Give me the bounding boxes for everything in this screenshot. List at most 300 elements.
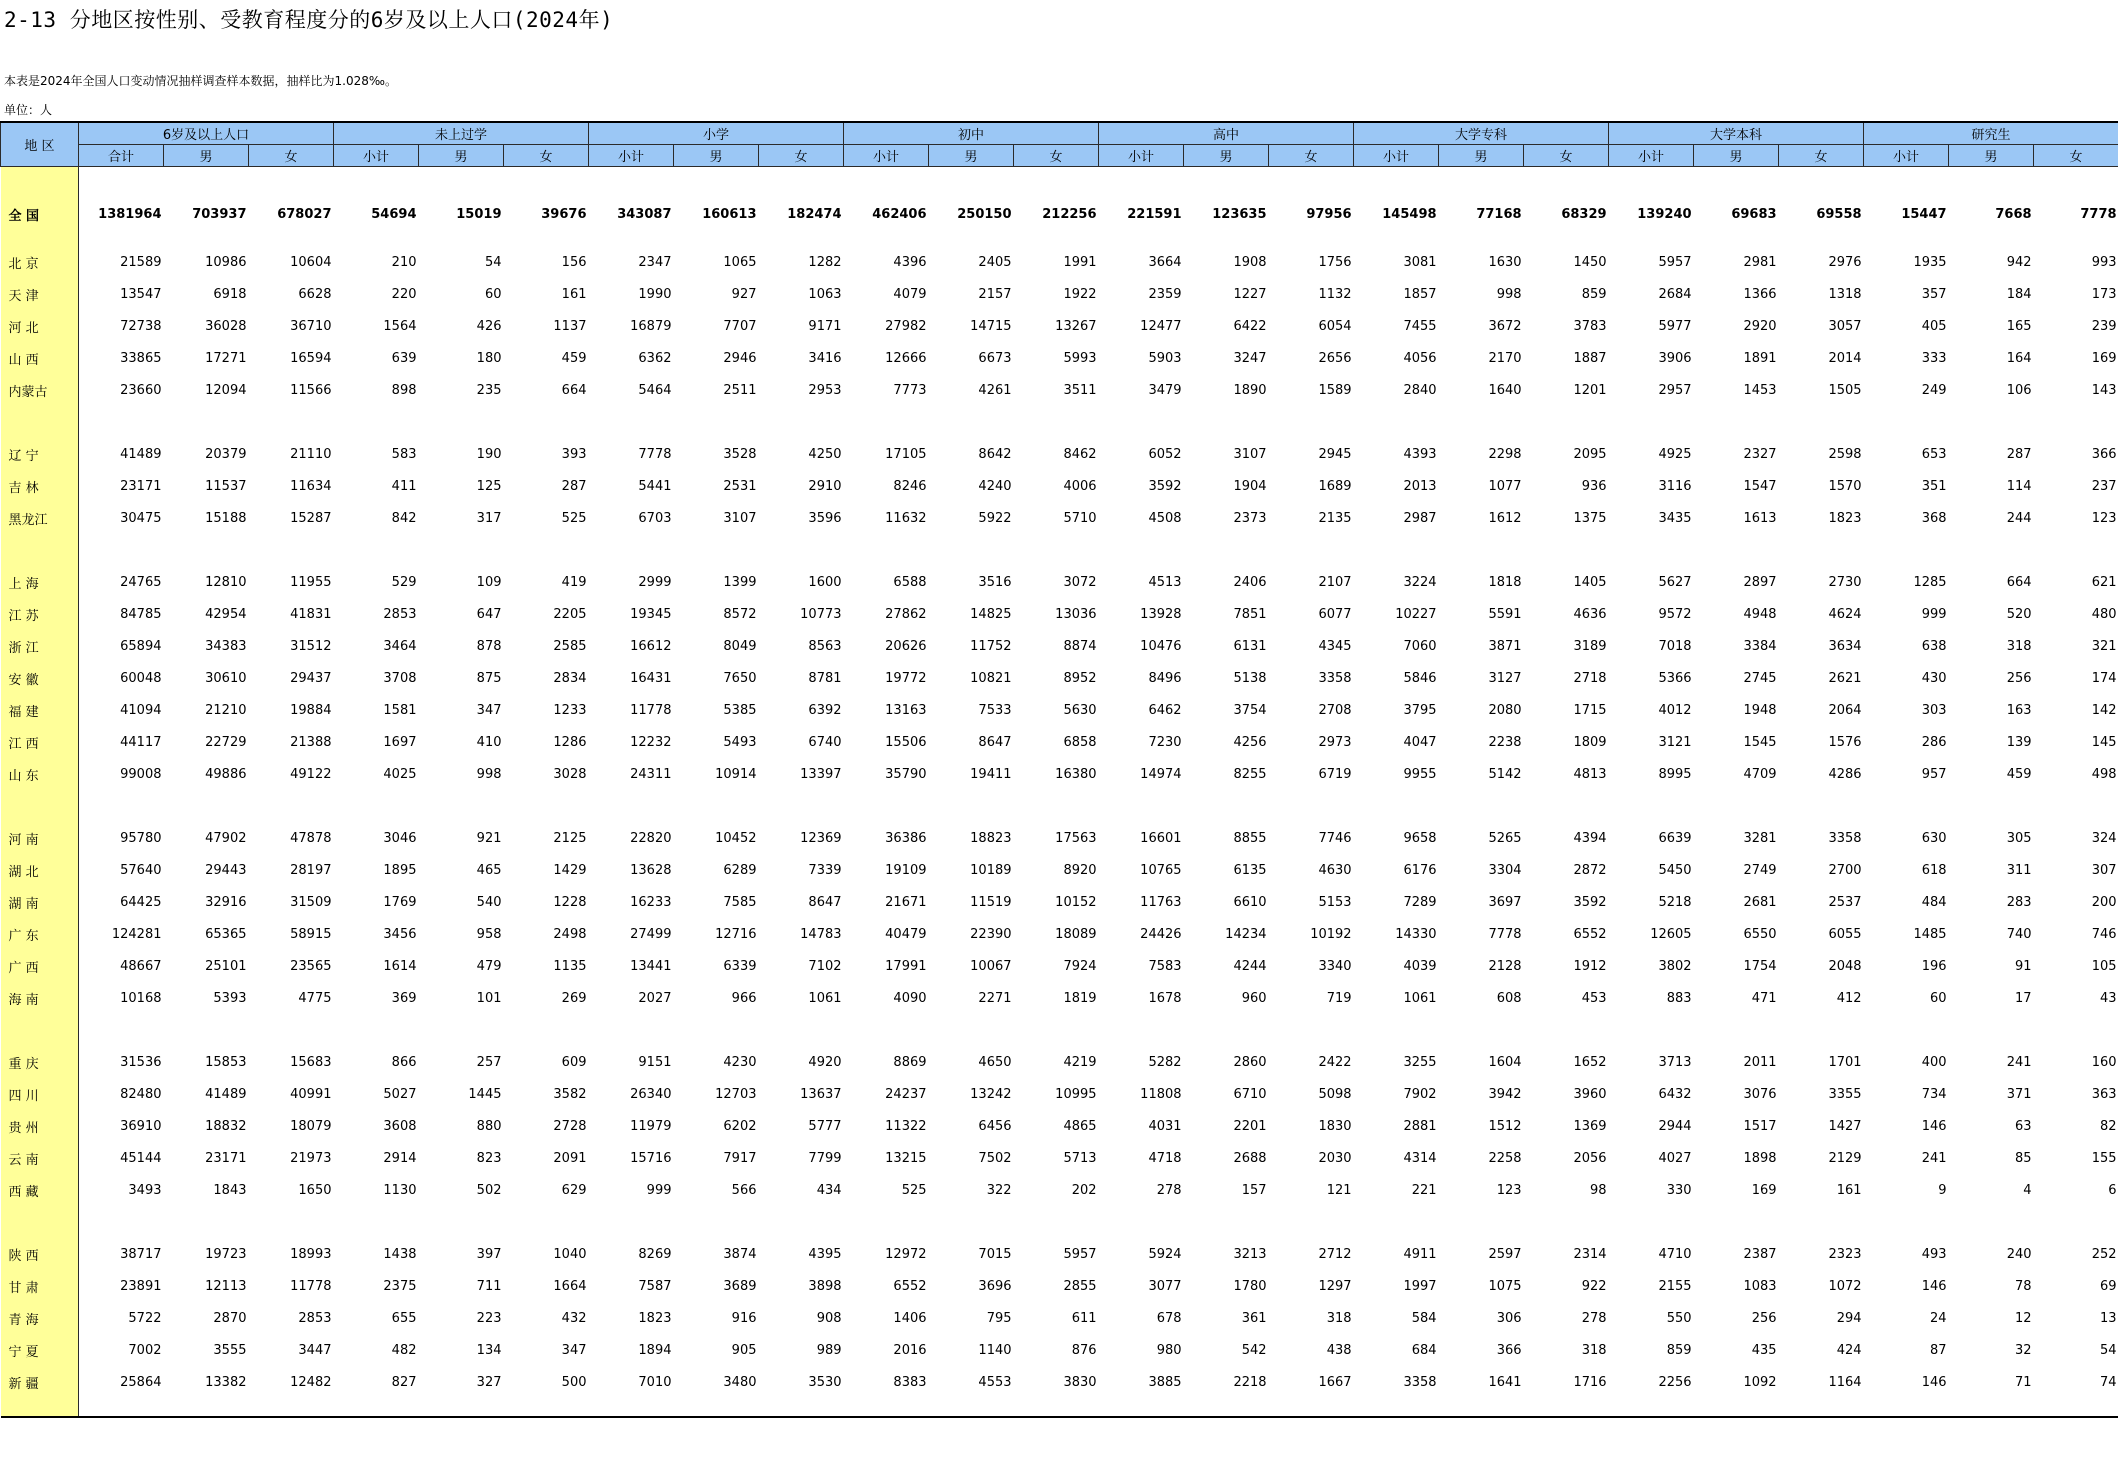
value-cell: 221591 [1127,206,1182,222]
value-cell: 1063 [808,286,842,302]
region-name: 云 南 [1,1142,79,1174]
value-cell: 22820 [630,830,672,846]
value-cell: 2987 [1403,510,1437,526]
value-cell: 11808 [1140,1086,1182,1102]
value-cell: 479 [476,958,502,974]
value-cell: 19723 [205,1246,247,1262]
value-cell: 58915 [290,926,332,942]
value-cell: 827 [391,1374,417,1390]
value-cell: 1715 [1573,702,1607,718]
value-cell: 2201 [1233,1118,1267,1134]
value-cell: 7778 [638,446,672,462]
value-cell: 3906 [1658,350,1692,366]
value-cell: 13382 [205,1374,247,1390]
value-cell: 160613 [702,206,757,222]
value-cell: 327 [476,1374,502,1390]
value-cell: 3416 [808,350,842,366]
value-cell: 333 [1921,350,1947,366]
value-cell: 584 [1411,1310,1437,1326]
value-cell: 15019 [456,206,502,222]
value-cell: 11778 [630,702,672,718]
value-cell: 1819 [1063,990,1097,1006]
empty-cell [1014,167,1099,183]
value-cell: 98 [1590,1182,1607,1198]
value-cell: 23171 [120,478,162,494]
value-cell: 8462 [1063,446,1097,462]
value-cell: 68329 [1561,206,1607,222]
value-cell: 4056 [1403,350,1437,366]
value-cell: 2347 [638,254,672,270]
sub-header: 男 [164,145,249,167]
empty-cell [249,1206,334,1238]
value-cell: 1898 [1743,1150,1777,1166]
value-cell: 19772 [885,670,927,686]
empty-cell [759,167,844,183]
value-cell: 3830 [1063,1374,1097,1390]
value-cell: 980 [1156,1342,1182,1358]
value-cell: 3456 [383,926,417,942]
value-cell: 7060 [1403,638,1437,654]
value-cell: 1997 [1403,1278,1437,1294]
value-cell: 2218 [1233,1374,1267,1390]
value-cell: 621 [2091,574,2117,590]
value-cell: 5098 [1318,1086,1352,1102]
empty-cell [1099,1206,1184,1238]
value-cell: 2375 [383,1278,417,1294]
value-cell: 16233 [630,894,672,910]
value-cell: 257 [476,1054,502,1070]
value-cell: 4865 [1063,1118,1097,1134]
value-cell: 998 [1496,286,1522,302]
value-cell: 876 [1071,1342,1097,1358]
value-cell: 2684 [1658,286,1692,302]
value-cell: 24765 [120,574,162,590]
value-cell: 1991 [1063,254,1097,270]
value-cell: 3057 [1828,318,1862,334]
value-cell: 146 [1921,1374,1947,1390]
value-cell: 1716 [1573,1374,1607,1390]
value-cell: 5993 [1063,350,1097,366]
empty-cell [1609,167,1694,183]
value-cell: 7707 [723,318,757,334]
value-cell: 294 [1836,1310,1862,1326]
table-row [1,470,2118,502]
empty-cell [79,167,164,183]
empty-cell [589,406,674,438]
value-cell: 4394 [1573,830,1607,846]
value-cell: 993 [2091,254,2117,270]
value-cell: 200 [2091,894,2117,910]
value-cell: 11519 [970,894,1012,910]
value-cell: 1286 [553,734,587,750]
value-cell: 64425 [120,894,162,910]
value-cell: 1061 [1403,990,1437,1006]
value-cell: 16612 [630,638,672,654]
value-cell: 4250 [808,446,842,462]
value-cell: 32916 [205,894,247,910]
value-cell: 2749 [1743,862,1777,878]
table-row [1,630,2118,662]
empty-cell [79,790,164,822]
region-name: 江 西 [1,726,79,758]
value-cell: 169 [2091,350,2117,366]
value-cell: 3493 [128,1182,162,1198]
value-cell: 2688 [1233,1150,1267,1166]
value-cell: 502 [476,1182,502,1198]
value-cell: 2027 [638,990,672,1006]
value-cell: 1450 [1573,254,1607,270]
value-cell: 8647 [808,894,842,910]
value-cell: 65365 [205,926,247,942]
value-cell: 6550 [1743,926,1777,942]
group-header: 研究生 [1864,122,2118,145]
value-cell: 4261 [978,382,1012,398]
value-cell: 7799 [808,1150,842,1166]
value-cell: 1697 [383,734,417,750]
value-cell: 9572 [1658,606,1692,622]
value-cell: 4925 [1658,446,1692,462]
value-cell: 7778 [1488,926,1522,942]
empty-cell [1269,406,1354,438]
value-cell: 5713 [1063,1150,1097,1166]
value-cell: 256 [1751,1310,1777,1326]
value-cell: 2135 [1318,510,1352,526]
value-cell: 1589 [1318,382,1352,398]
value-cell: 6202 [723,1118,757,1134]
value-cell: 109 [476,574,502,590]
region-name: 宁 夏 [1,1334,79,1366]
value-cell: 78 [2015,1278,2032,1294]
empty-cell [929,167,1014,183]
empty-cell [164,1014,249,1046]
region-name: 江 苏 [1,598,79,630]
value-cell: 998 [476,766,502,782]
value-cell: 3634 [1828,638,1862,654]
empty-cell [1524,406,1609,438]
value-cell: 347 [476,702,502,718]
value-cell: 1756 [1318,254,1352,270]
value-cell: 31536 [120,1054,162,1070]
value-cell: 182474 [787,206,842,222]
empty-cell [1949,1014,2034,1046]
empty-cell [419,167,504,183]
value-cell: 17 [2015,990,2032,1006]
value-cell: 11632 [885,510,927,526]
value-cell: 419 [561,574,587,590]
value-cell: 3596 [808,510,842,526]
value-cell: 368 [1921,510,1947,526]
value-cell: 161 [1836,1182,1862,1198]
value-cell: 6918 [213,286,247,302]
value-cell: 426 [476,318,502,334]
value-cell: 43 [2100,990,2117,1006]
value-cell: 202 [1071,1182,1097,1198]
value-cell: 1429 [553,862,587,878]
value-cell: 1890 [1233,382,1267,398]
value-cell: 703937 [192,206,247,222]
value-cell: 1381964 [98,206,162,222]
value-cell: 5138 [1233,670,1267,686]
empty-cell [419,534,504,566]
value-cell: 2914 [383,1150,417,1166]
value-cell: 2359 [1148,286,1182,302]
empty-cell [759,406,844,438]
value-cell: 30475 [120,510,162,526]
value-cell: 5846 [1403,670,1437,686]
empty-cell [1864,167,1949,183]
value-cell: 608 [1496,990,1522,1006]
empty-cell [1524,167,1609,183]
value-cell: 4911 [1403,1246,1437,1262]
empty-cell [929,790,1014,822]
empty-cell [2034,406,2118,438]
value-cell: 2597 [1488,1246,1522,1262]
value-cell: 269 [561,990,587,1006]
value-cell: 4039 [1403,958,1437,974]
value-cell: 240 [2006,1246,2032,1262]
table-row [1,1366,2118,1398]
value-cell: 5450 [1658,862,1692,878]
value-cell: 123 [2091,510,2117,526]
empty-cell [1694,406,1779,438]
value-cell: 1948 [1743,702,1777,718]
value-cell: 10152 [1055,894,1097,910]
value-cell: 4636 [1573,606,1607,622]
value-cell: 9658 [1403,830,1437,846]
empty-cell [334,1398,419,1417]
empty-cell [1694,534,1779,566]
value-cell: 16594 [290,350,332,366]
value-cell: 8995 [1658,766,1692,782]
value-cell: 1040 [553,1246,587,1262]
value-cell: 1887 [1573,350,1607,366]
value-cell: 371 [2006,1086,2032,1102]
value-cell: 1908 [1233,254,1267,270]
region-name: 辽 宁 [1,438,79,470]
empty-cell [1439,406,1524,438]
table-row [1,758,2118,790]
value-cell: 5385 [723,702,757,718]
empty-cell [419,790,504,822]
value-cell: 1228 [553,894,587,910]
value-cell: 1612 [1488,510,1522,526]
value-cell: 71 [2015,1374,2032,1390]
value-cell: 17105 [885,446,927,462]
value-cell: 39676 [541,206,587,222]
value-cell: 8049 [723,638,757,654]
value-cell: 1843 [213,1182,247,1198]
sub-header: 女 [504,145,589,167]
value-cell: 145498 [1382,206,1437,222]
empty-cell [1354,1014,1439,1046]
value-cell: 2834 [553,670,587,686]
value-cell: 16879 [630,318,672,334]
value-cell: 361 [1241,1310,1267,1326]
value-cell: 7746 [1318,830,1352,846]
value-cell: 878 [476,638,502,654]
value-cell: 11752 [970,638,1012,654]
empty-cell [249,406,334,438]
value-cell: 49886 [205,766,247,782]
value-cell: 3107 [1233,446,1267,462]
value-cell: 883 [1666,990,1692,1006]
value-cell: 5366 [1658,670,1692,686]
value-cell: 20379 [205,446,247,462]
value-cell: 3281 [1743,830,1777,846]
value-cell: 57640 [120,862,162,878]
value-cell: 958 [476,926,502,942]
value-cell: 10452 [715,830,757,846]
region-name: 内蒙古 [1,374,79,406]
value-cell: 13547 [120,286,162,302]
value-cell: 16431 [630,670,672,686]
value-cell: 1640 [1488,382,1522,398]
value-cell: 7924 [1063,958,1097,974]
value-cell: 583 [391,446,417,462]
value-cell: 2860 [1233,1054,1267,1070]
value-cell: 1406 [893,1310,927,1326]
value-cell: 5142 [1488,766,1522,782]
value-cell: 8874 [1063,638,1097,654]
value-cell: 3127 [1488,670,1522,686]
empty-cell [504,790,589,822]
value-cell: 155 [2091,1150,2117,1166]
value-cell: 256 [2006,670,2032,686]
spacer-row [1,1206,2118,1238]
value-cell: 6055 [1828,926,1862,942]
value-cell: 38717 [120,1246,162,1262]
region-cell-empty [1,167,79,183]
value-cell: 3697 [1488,894,1522,910]
value-cell: 82480 [120,1086,162,1102]
value-cell: 2107 [1318,574,1352,590]
value-cell: 655 [391,1310,417,1326]
value-cell: 719 [1326,990,1352,1006]
value-cell: 223 [476,1310,502,1326]
value-cell: 12369 [800,830,842,846]
value-cell: 430 [1921,670,1947,686]
table-row [1,342,2118,374]
empty-cell [249,1014,334,1046]
empty-cell [1609,406,1694,438]
value-cell: 139240 [1637,206,1692,222]
value-cell: 5265 [1488,830,1522,846]
value-cell: 13628 [630,862,672,878]
value-cell: 1405 [1573,574,1607,590]
value-cell: 412 [1836,990,1862,1006]
value-cell: 252 [2091,1246,2117,1262]
empty-cell [164,790,249,822]
value-cell: 630 [1921,830,1947,846]
value-cell: 77168 [1476,206,1522,222]
value-cell: 1135 [553,958,587,974]
value-cell: 1547 [1743,478,1777,494]
value-cell: 3107 [723,510,757,526]
value-cell: 97956 [1306,206,1352,222]
value-cell: 482 [391,1342,417,1358]
value-cell: 6552 [893,1278,927,1294]
value-cell: 2881 [1403,1118,1437,1134]
value-cell: 1823 [638,1310,672,1326]
empty-cell [79,1014,164,1046]
empty-cell [249,790,334,822]
value-cell: 14715 [970,318,1012,334]
value-cell: 143 [2091,382,2117,398]
value-cell: 12666 [885,350,927,366]
value-cell: 1061 [808,990,842,1006]
value-cell: 500 [561,1374,587,1390]
value-cell: 2080 [1488,702,1522,718]
value-cell: 2853 [383,606,417,622]
value-cell: 2056 [1573,1150,1607,1166]
group-header: 大学专科 [1354,122,1609,145]
value-cell: 69558 [1816,206,1862,222]
empty-cell [1439,167,1524,183]
value-cell: 498 [2091,766,2117,782]
value-cell: 8496 [1148,670,1182,686]
value-cell: 1083 [1743,1278,1777,1294]
value-cell: 10773 [800,606,842,622]
value-cell: 74 [2100,1374,2117,1390]
table-row [1,1334,2118,1366]
value-cell: 4553 [978,1374,1012,1390]
value-cell: 8246 [893,478,927,494]
value-cell: 1285 [1913,574,1947,590]
value-cell: 357 [1921,286,1947,302]
table-row [1,246,2118,278]
value-cell: 397 [476,1246,502,1262]
table-row [1,502,2118,534]
value-cell: 4027 [1658,1150,1692,1166]
value-cell: 1517 [1743,1118,1777,1134]
value-cell: 6703 [638,510,672,526]
empty-cell [1014,1398,1099,1417]
value-cell: 20626 [885,638,927,654]
value-cell: 5464 [638,382,672,398]
empty-cell [249,1398,334,1417]
value-cell: 8255 [1233,766,1267,782]
value-cell: 8781 [808,670,842,686]
value-cell: 27862 [885,606,927,622]
value-cell: 4230 [723,1054,757,1070]
value-cell: 4650 [978,1054,1012,1070]
value-cell: 24 [1930,1310,1947,1326]
value-cell: 529 [391,574,417,590]
group-header: 6岁及以上人口 [79,122,334,145]
value-cell: 12094 [205,382,247,398]
value-cell: 14974 [1140,766,1182,782]
value-cell: 2091 [553,1150,587,1166]
value-cell: 41489 [205,1086,247,1102]
value-cell: 2256 [1658,1374,1692,1390]
value-cell: 14783 [800,926,842,942]
empty-cell [1609,1014,1694,1046]
value-cell: 2585 [553,638,587,654]
value-cell: 3247 [1233,350,1267,366]
value-cell: 1399 [723,574,757,590]
value-cell: 5957 [1658,254,1692,270]
value-cell: 2064 [1828,702,1862,718]
region-cell-empty [1,1206,79,1238]
value-cell: 3708 [383,670,417,686]
empty-cell [2034,1206,2118,1238]
empty-cell [1354,790,1439,822]
value-cell: 1652 [1573,1054,1607,1070]
value-cell: 653 [1921,446,1947,462]
value-cell: 880 [476,1118,502,1134]
value-cell: 21671 [885,894,927,910]
empty-cell [1949,790,2034,822]
